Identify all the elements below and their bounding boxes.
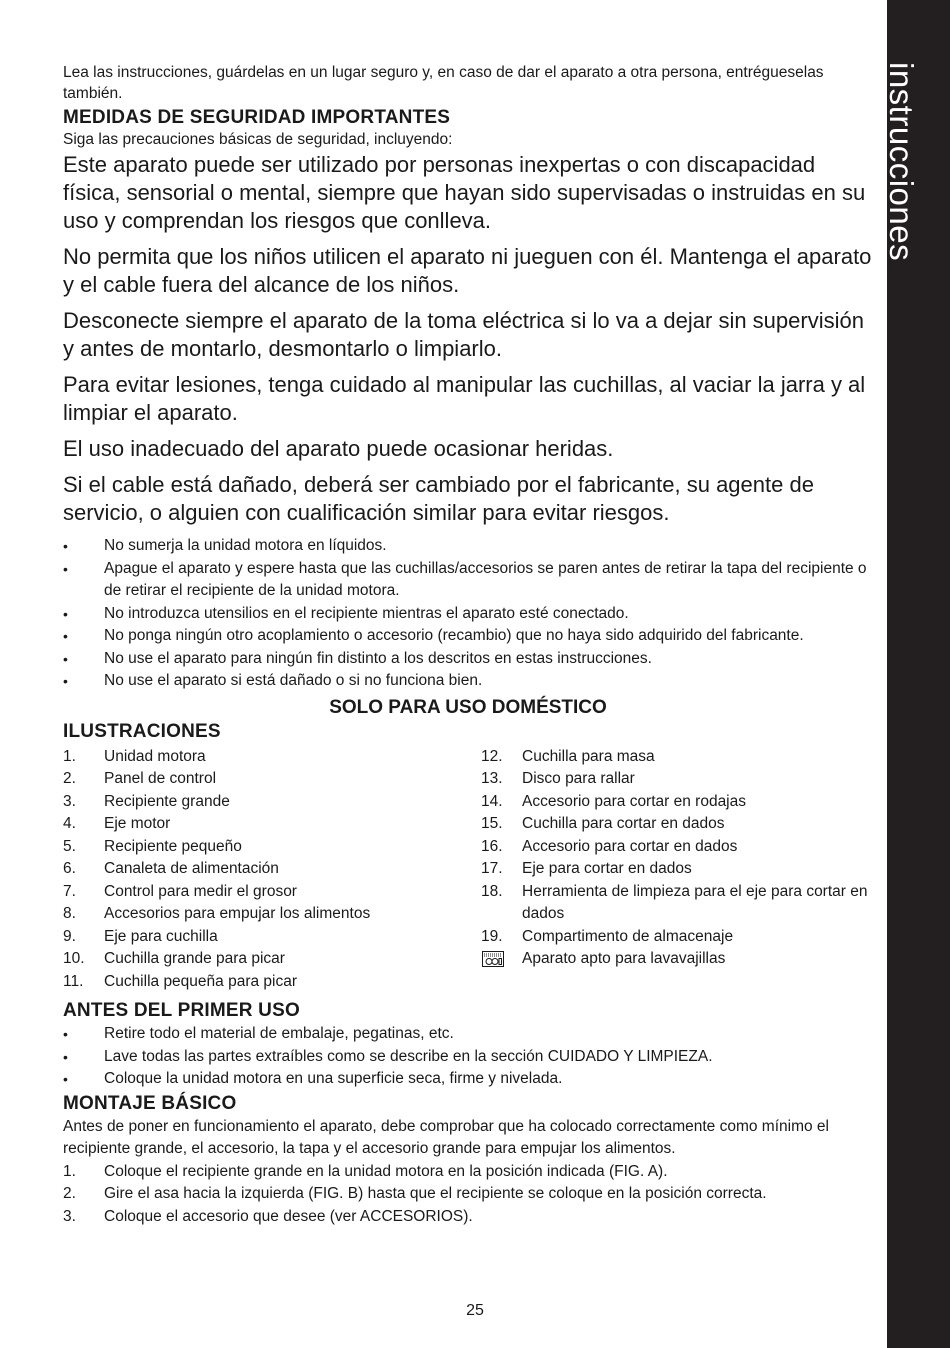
item-text: Eje para cuchilla bbox=[104, 927, 218, 945]
safety-paragraph: Para evitar lesiones, tenga cuidado al manipular las cuchillas, al vaciar la jarra y al limpiar el aparato. bbox=[63, 372, 866, 425]
item-text: Accesorios para empujar los alimentos bbox=[104, 905, 371, 922]
dishwasher-icon bbox=[482, 951, 504, 967]
list-item bbox=[63, 903, 481, 926]
basic-assembly-heading: MONTAJE BÁSICO bbox=[63, 1092, 237, 1114]
item-number: 10. bbox=[63, 950, 85, 967]
bullet-mark: • bbox=[63, 560, 68, 577]
safety-paragraph: Desconecte siempre el aparato de la toma eléctrica si lo va a dejar sin supervisión y antes de montarlo, desmontarlo o limpiarlo. bbox=[63, 308, 864, 361]
list-item bbox=[63, 948, 481, 971]
safety-paragraph: Si el cable está dañado, deberá ser cambiado por el fabricante, su agente de servicio, o alguien con cualificación similar para evitar riesgos. bbox=[63, 472, 814, 525]
item-number: 9. bbox=[63, 927, 76, 945]
item-text: Accesorio para cortar en dados bbox=[522, 837, 738, 855]
item-number: 16. bbox=[481, 837, 503, 855]
item-text: Recipiente pequeño bbox=[104, 837, 242, 855]
item-text: Compartimento de almacenaje bbox=[522, 927, 734, 945]
list-item bbox=[481, 948, 873, 971]
domestic-use-heading: SOLO PARA USO DOMÉSTICO bbox=[329, 696, 607, 718]
list-item bbox=[63, 603, 873, 626]
bullet-mark: • bbox=[63, 650, 68, 667]
list-item bbox=[63, 1023, 873, 1046]
bullet-mark: • bbox=[63, 673, 68, 689]
list-item bbox=[481, 768, 873, 791]
item-number: 8. bbox=[63, 905, 76, 922]
safety-bullet-list bbox=[63, 535, 873, 693]
item-text: Aparato apto para lavavajillas bbox=[522, 950, 726, 967]
list-item bbox=[481, 926, 873, 949]
item-text: Control para medir el grosor bbox=[104, 882, 297, 900]
list-item-text: No sumerja la unidad motora en líquidos. bbox=[104, 537, 387, 554]
before-first-use-list bbox=[63, 1023, 873, 1091]
safety-paragraph: No permita que los niños utilicen el aparato ni jueguen con él. Mantenga el aparato y el cable fuera del alcance de los niños. bbox=[63, 244, 872, 297]
list-item bbox=[481, 791, 873, 814]
item-number: 11. bbox=[63, 972, 84, 990]
item-number: 2. bbox=[63, 770, 76, 787]
list-item bbox=[63, 1183, 873, 1206]
item-text: Cuchilla para masa bbox=[522, 747, 655, 765]
intro-text: Lea las instrucciones, guárdelas en un lugar seguro y, en caso de dar el aparato a otra persona, entrégueselas también. bbox=[63, 64, 824, 102]
list-item bbox=[63, 813, 481, 836]
list-item-text: No use el aparato si está dañado o si no funciona bien. bbox=[104, 672, 483, 689]
item-number: 17. bbox=[481, 860, 503, 877]
item-number: 19. bbox=[481, 927, 503, 945]
item-text: Accesorio para cortar en rodajas bbox=[522, 792, 747, 810]
page-content bbox=[63, 62, 873, 1228]
list-item bbox=[63, 791, 481, 814]
list-item bbox=[63, 535, 873, 558]
list-item-text: Apague el aparato y espere hasta que las cuchillas/accesorios se paren antes de retirar la tapa del recipiente o de retirar el recipiente de la unidad motora. bbox=[104, 559, 867, 599]
item-number: 4. bbox=[63, 815, 76, 832]
item-number: 7. bbox=[63, 882, 76, 900]
list-item bbox=[63, 858, 481, 881]
step-number: 2. bbox=[63, 1185, 76, 1202]
item-number: 13. bbox=[481, 770, 503, 787]
safety-paragraph: Este aparato puede ser utilizado por personas inexpertas o con discapacidad física, sensorial o mental, siempre que hayan sido supervisadas o instruidas en su uso y comprendan los riesgos que conlleva. bbox=[63, 152, 866, 233]
item-text: Cuchilla para cortar en dados bbox=[522, 815, 725, 832]
list-item bbox=[63, 648, 873, 671]
step-text: Coloque el accesorio que desee (ver ACCESORIOS). bbox=[104, 1207, 473, 1225]
illustrations-list bbox=[63, 746, 873, 994]
list-item-text: Coloque la unidad motora en una superficie seca, firme y nivelada. bbox=[104, 1070, 563, 1087]
illustrations-left-column bbox=[63, 746, 481, 994]
page-number: 25 bbox=[466, 1302, 484, 1319]
item-text: Eje motor bbox=[104, 815, 171, 832]
list-item bbox=[63, 1068, 873, 1091]
before-first-use-heading: ANTES DEL PRIMER USO bbox=[63, 1000, 300, 1021]
item-number: 3. bbox=[63, 792, 76, 810]
list-item bbox=[481, 858, 873, 881]
list-item-text: No introduzca utensilios en el recipiente mientras el aparato esté conectado. bbox=[104, 604, 629, 622]
list-item bbox=[63, 1046, 873, 1069]
list-item bbox=[63, 971, 481, 994]
bullet-mark: • bbox=[63, 538, 68, 554]
item-text: Panel de control bbox=[104, 770, 217, 787]
step-number: 3. bbox=[63, 1207, 76, 1225]
list-item bbox=[63, 558, 873, 603]
item-text: Canaleta de alimentación bbox=[104, 860, 279, 877]
item-number: 12. bbox=[481, 747, 503, 765]
list-item bbox=[63, 926, 481, 949]
list-item bbox=[63, 881, 481, 904]
basic-assembly-intro: Antes de poner en funcionamiento el aparato, debe comprobar que ha colocado correctamente como mínimo el recipiente grande, el accesorio, la tapa y el accesorio grande para empujar los alimentos. bbox=[63, 1117, 829, 1157]
item-text: Herramienta de limpieza para el eje para cortar en dados bbox=[522, 882, 868, 922]
list-item bbox=[63, 768, 481, 791]
list-item-text: No ponga ningún otro acoplamiento o accesorio (recambio) que no haya sido adquirido del fabricante. bbox=[104, 627, 804, 644]
item-text: Eje para cortar en dados bbox=[522, 860, 692, 877]
item-number: 14. bbox=[481, 792, 503, 810]
list-item bbox=[63, 1161, 873, 1184]
item-text: Disco para rallar bbox=[522, 770, 635, 787]
bullet-mark: • bbox=[63, 1026, 68, 1042]
illustrations-right-column bbox=[481, 746, 873, 994]
list-item bbox=[63, 670, 873, 693]
list-item bbox=[63, 1206, 873, 1229]
list-item bbox=[63, 746, 481, 769]
item-number: 6. bbox=[63, 860, 76, 877]
item-text: Cuchilla grande para picar bbox=[104, 950, 285, 967]
list-item bbox=[481, 746, 873, 769]
item-number: 5. bbox=[63, 837, 76, 855]
list-item bbox=[63, 836, 481, 859]
list-item bbox=[63, 625, 873, 648]
basic-assembly-steps bbox=[63, 1161, 873, 1229]
bullet-mark: • bbox=[63, 1071, 68, 1087]
step-number: 1. bbox=[63, 1162, 76, 1180]
list-item-text: Retire todo el material de embalaje, pegatinas, etc. bbox=[104, 1025, 454, 1042]
list-item bbox=[481, 813, 873, 836]
bullet-mark: • bbox=[63, 605, 68, 622]
safety-heading: MEDIDAS DE SEGURIDAD IMPORTANTES bbox=[63, 107, 451, 128]
side-tab bbox=[883, 0, 950, 1348]
safety-subheading: Siga las precauciones básicas de seguridad, incluyendo: bbox=[63, 131, 453, 148]
item-number: 15. bbox=[481, 815, 503, 832]
item-text: Cuchilla pequeña para picar bbox=[104, 972, 298, 990]
list-item bbox=[481, 836, 873, 859]
list-item-text: Lave todas las partes extraíbles como se describe en la sección CUIDADO Y LIMPIEZA. bbox=[104, 1047, 713, 1065]
item-text: Recipiente grande bbox=[104, 792, 230, 810]
bullet-mark: • bbox=[63, 1048, 68, 1065]
step-text: Coloque el recipiente grande en la unidad motora en la posición indicada (FIG. A). bbox=[104, 1162, 668, 1180]
list-item-text: No use el aparato para ningún fin distinto a los descritos en estas instrucciones. bbox=[104, 649, 652, 667]
safety-paragraph: El uso inadecuado del aparato puede ocasionar heridas. bbox=[63, 436, 614, 461]
item-text: Unidad motora bbox=[104, 747, 206, 765]
side-tab-label: instrucciones bbox=[883, 62, 920, 262]
item-number: 18. bbox=[481, 882, 503, 900]
item-number: 1. bbox=[63, 747, 76, 765]
step-text: Gire el asa hacia la izquierda (FIG. B) hasta que el recipiente se coloque en la posición correcta. bbox=[104, 1185, 767, 1202]
list-item bbox=[481, 881, 873, 926]
illustrations-heading: ILUSTRACIONES bbox=[63, 720, 221, 742]
bullet-mark: • bbox=[63, 628, 68, 644]
